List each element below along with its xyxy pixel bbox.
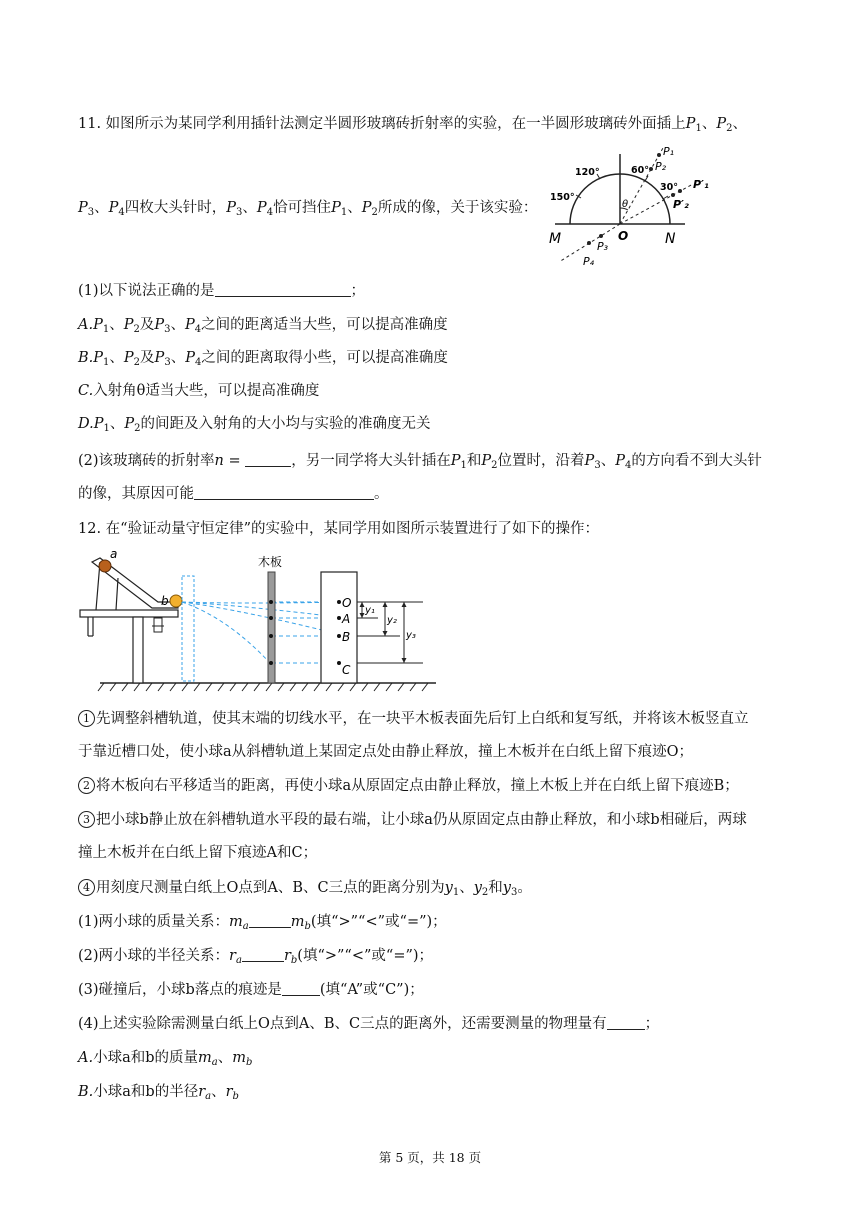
y1-label: y₁ bbox=[365, 605, 375, 616]
q11-option-c: C.入射角θ适当大些，可以提高准确度 bbox=[78, 383, 320, 399]
q11-figure-semicircle bbox=[545, 140, 730, 272]
label-P3: P₃ bbox=[597, 240, 609, 253]
pt-B: B bbox=[342, 630, 351, 644]
y2-label: y₂ bbox=[387, 615, 397, 626]
q12-option-b: B.小球a和b的半径$r_a$、$r_b$ bbox=[78, 1084, 239, 1102]
q11-option-b: $B.P_1$、$P_2$及$P_3$、$P_4$之间的距离取得小些，可以提高准确度 bbox=[78, 350, 448, 368]
y3-label: y₃ bbox=[406, 630, 416, 641]
label-M: M bbox=[549, 231, 562, 247]
q12-step2: 2 将木板向右平移适当的距离，再使小球a从原固定点由静止释放，撞上木板上并在白纸上留下痕迹B； bbox=[78, 776, 739, 796]
q11-option-d: $D.P_1$、$P_2$的间距及入射角的大小均与实验的准确度无关 bbox=[78, 416, 431, 434]
q12-step1-line2: 于靠近槽口处，使小球a从斜槽轨道上某固定点处由静止释放，撞上木板并在白纸上留下痕迹O； bbox=[78, 744, 694, 760]
label-theta: θ bbox=[622, 199, 629, 210]
q12-sub2: (2)两小球的半径关系：$r_a$ $r_b$(填“>”“<”或“=”)； bbox=[78, 948, 434, 966]
label-P1p: P′₁ bbox=[693, 178, 709, 191]
label-P2p: P′₂ bbox=[673, 198, 689, 211]
label-120: 120° bbox=[575, 167, 600, 178]
label-O: O bbox=[618, 229, 629, 243]
page-footer: 第 5 页，共 18 页 bbox=[378, 1150, 482, 1165]
q11-option-a: $A.P_1$、$P_2$及$P_3$、$P_4$之间的距离适当大些，可以提高准确度 bbox=[78, 317, 448, 335]
q12-figure-apparatus bbox=[78, 548, 440, 693]
q12-sub3: (3)碰撞后，小球b落点的痕迹是 (填“A”或“C”)； bbox=[78, 982, 424, 998]
label-30: 30° bbox=[660, 182, 678, 193]
board-label: 木板 bbox=[258, 555, 283, 569]
q11-line2: $P_3$、$P_4$四枚大头针时，$P_3$、$P_4$恰可挡住$P_1$、$P_2$所成的像，关于该实验： bbox=[78, 200, 538, 218]
q12-option-a: A.小球a和b的质量$m_a$、$m_b$ bbox=[78, 1050, 253, 1068]
ball-a-label: a bbox=[110, 548, 118, 561]
label-P2: P₂ bbox=[655, 160, 667, 173]
label-60: 60° bbox=[631, 165, 649, 176]
label-N: N bbox=[665, 231, 676, 247]
label-P4: P₄ bbox=[583, 255, 595, 268]
pt-A: A bbox=[342, 612, 351, 626]
ball-b-label: b bbox=[161, 594, 169, 608]
q11-sub2: (2)该玻璃砖的折射率n = ，另一同学将大头针插在$P_1$和$P_2$位置时，沿着$P_3$、$P_4$的方向看不到大头针 bbox=[78, 453, 762, 471]
q12-sub4: (4)上述实验除需测量白纸上O点到A、B、C三点的距离外，还需要测量的物理量有 ； bbox=[78, 1016, 660, 1032]
q12-title: 12. 在“验证动量守恒定律”的实验中，某同学用如图所示装置进行了如下的操作： bbox=[78, 521, 599, 537]
label-P1: P₁ bbox=[663, 145, 675, 158]
pt-C: C bbox=[342, 663, 351, 677]
q11-sub1: (1)以下说法正确的是 ； bbox=[78, 283, 366, 299]
q11-line1: 11. 如图所示为某同学利用插针法测定半圆形玻璃砖折射率的实验，在一半圆形玻璃砖外面插上$P_1$、$P_2$、 bbox=[78, 116, 747, 134]
pt-O: O bbox=[342, 596, 352, 610]
q12-step3-line1: 3 把小球b静止放在斜槽轨道水平段的最右端，让小球a仍从原固定点由静止释放，和小球b相碰后，两球 bbox=[78, 810, 747, 830]
q12-step1-line1: 1 先调整斜槽轨道，使其末端的切线水平，在一块平木板表面先后钉上白纸和复写纸，并将该木板竖直立 bbox=[78, 709, 749, 729]
label-150: 150° bbox=[550, 192, 575, 203]
q12-sub1: (1)两小球的质量关系：$m_a$ $m_b$(填“>”“<”或“=”)； bbox=[78, 914, 447, 932]
q12-step3-line2: 撞上木板并在白纸上留下痕迹A和C； bbox=[78, 845, 318, 861]
q12-step4: 4 用刻度尺测量白纸上O点到A、B、C三点的距离分别为$y_1$、$y_2$和$y_3$。 bbox=[78, 878, 532, 903]
q11-sub2-line2: 的像，其原因可能 。 bbox=[78, 486, 389, 502]
